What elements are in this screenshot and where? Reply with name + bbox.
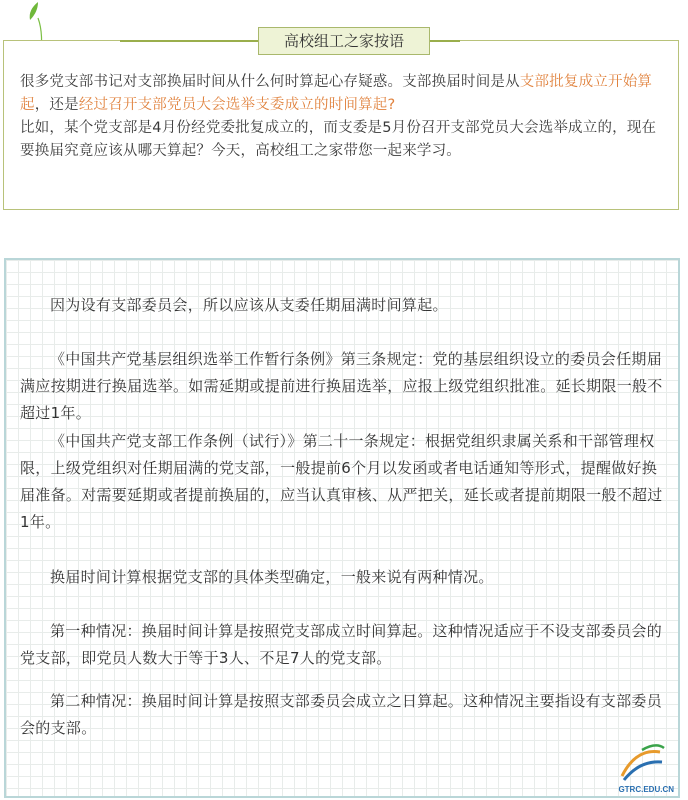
- paragraph-2: 《中国共产党基层组织选举工作暂行条例》第三条规定：党的基层组织设立的委员会任期届满应按期进行换届选举。如需延期或提前进行换届选举，应报上级党组织批准。延长期限一般不超过1年。: [20, 350, 663, 422]
- title-line-left: [120, 40, 258, 42]
- title-line-right: [430, 40, 460, 42]
- paragraph-1: 因为设有支部委员会，所以应该从支委任期届满时间算起。: [50, 296, 448, 314]
- watermark-text: GTRC.EDU.CN: [618, 785, 674, 794]
- paragraph-4: 换届时间计算根据党支部的具体类型确定，一般来说有两种情况。: [50, 568, 494, 586]
- intro-text-part: ，还是: [34, 97, 79, 113]
- intro-title-badge: 高校组工之家按语: [258, 27, 430, 55]
- article-body-box: [4, 258, 680, 798]
- intro-example-text: 比如，某个党支部是4月份经党委批复成立的，而支委是5月份召开支部党员大会选举成立的，现在要换届究竟应该从哪天算起？今天，高校组工之家带您一起来学习。: [20, 120, 657, 159]
- logo-icon: [616, 738, 668, 790]
- intro-note-box: [3, 40, 679, 210]
- intro-highlight-1: 支部批复成立开始算起: [20, 74, 653, 113]
- paragraph-6: 第二种情况：换届时间计算是按照支部委员会成立之日算起。这种情况主要指设有支部委员会的支部。: [20, 692, 663, 737]
- intro-text: [20, 71, 664, 163]
- intro-highlight-2: 经过召开支部党员大会选举支委成立的时间算起?: [78, 97, 396, 113]
- intro-text-part: 很多党支部书记对支部换届时间从什么何时算起心存疑惑。支部换届时间是从: [20, 74, 520, 90]
- paragraph-3: 《中国共产党支部工作条例（试行）》第二十一条规定：根据党组织隶属关系和干部管理权限，上级党组织对任期届满的党支部，一般提前6个月以发函或者电话通知等形式，提醒做好换届准备。对需要延期或者提前换届的，应当认真审核、从严把关，延长或者提前期限一般不超过1年。: [20, 432, 663, 531]
- paragraph-5: 第一种情况：换届时间计算是按照党支部成立时间算起。这种情况适应于不设支部委员会的党支部，即党员人数大于等于3人、不足7人的党支部。: [20, 622, 663, 667]
